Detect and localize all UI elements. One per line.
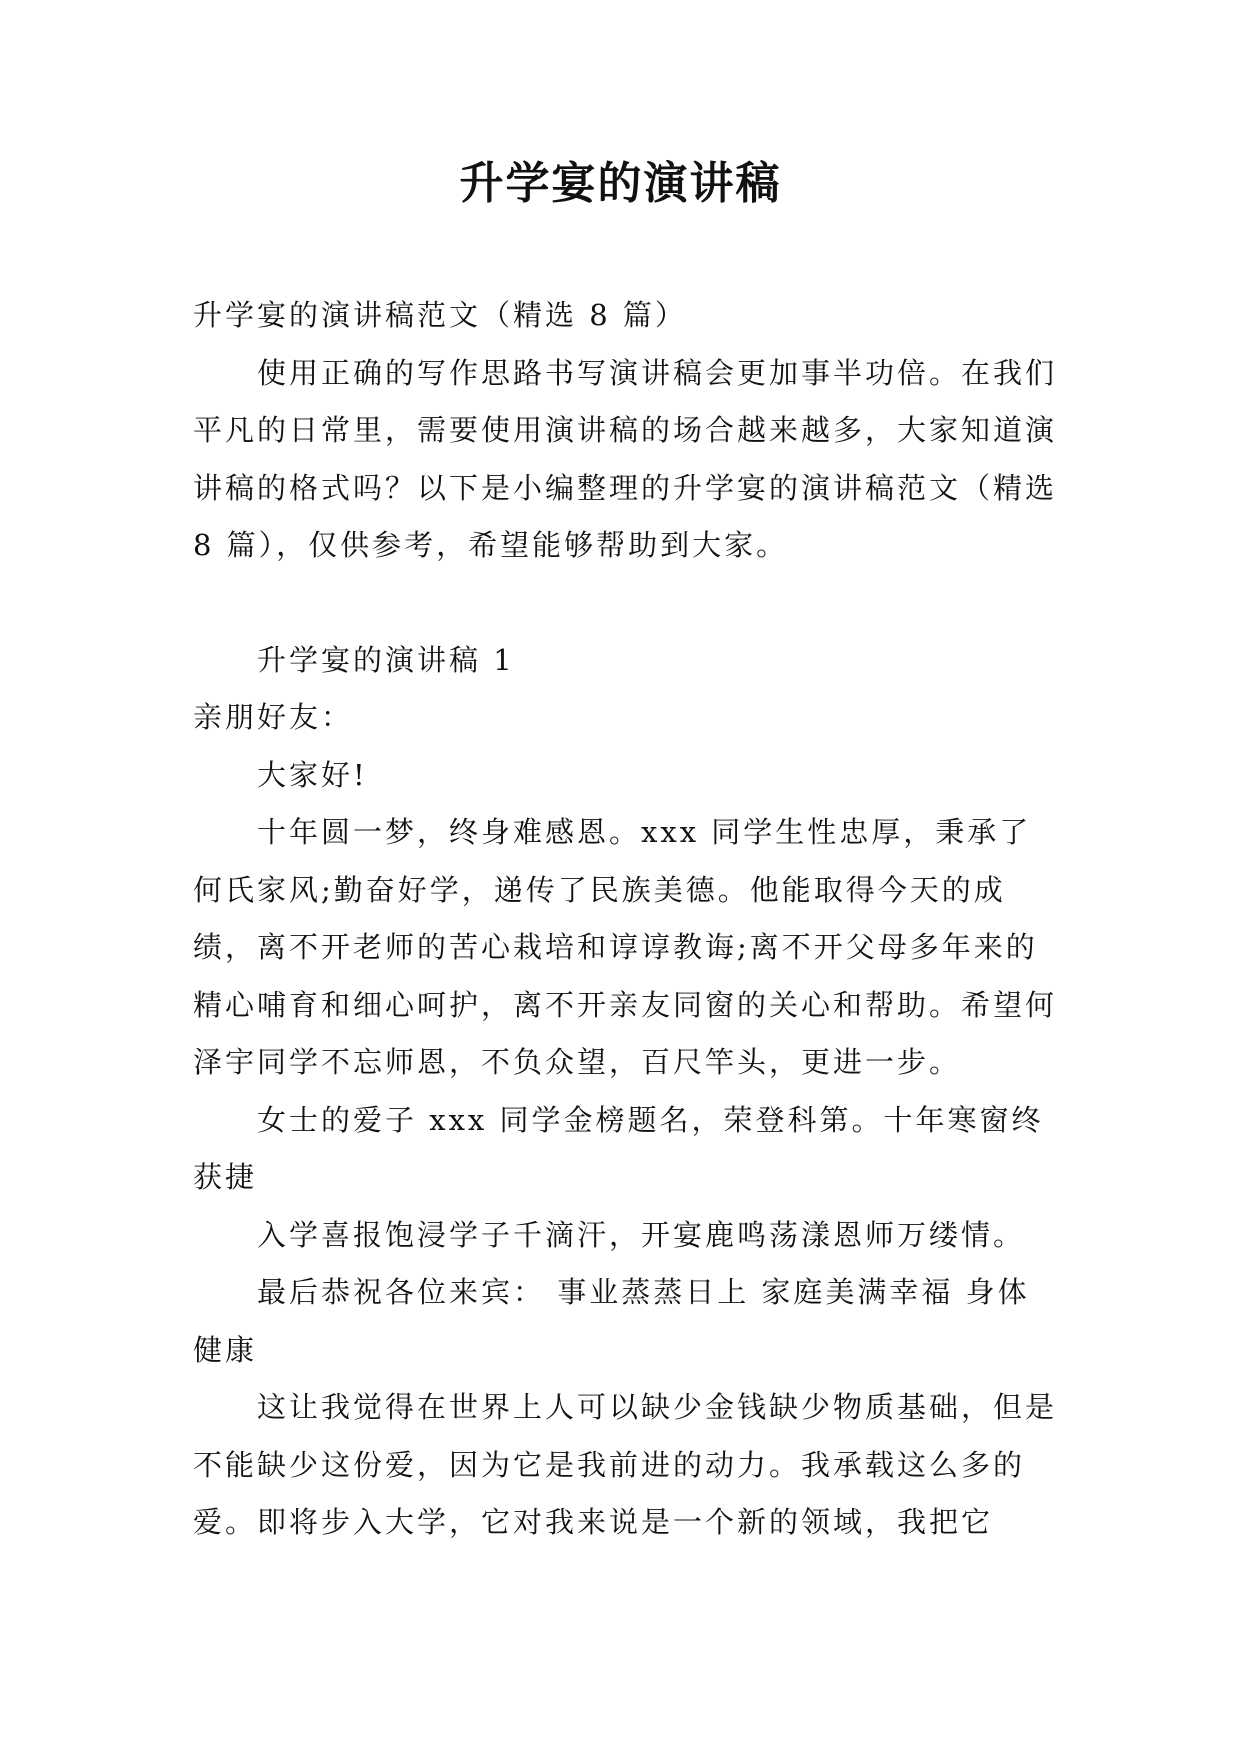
- section-heading: 升学宴的演讲稿 1: [257, 642, 515, 677]
- paragraph-spacer: [193, 575, 1057, 632]
- body-paragraph: 女士的爱子 xxx 同学金榜题名，荣登科第。十年寒窗终获捷: [193, 1102, 1044, 1194]
- document-title: 升学宴的演讲稿: [459, 158, 782, 209]
- body-paragraph: 这让我觉得在世界上人可以缺少金钱缺少物质基础，但是不能缺少这份爱，因为它是我前进的动力。我承载这么多的爱。即将步入大学，它对我来说是一个新的领域，我把它: [193, 1390, 1058, 1539]
- intro-paragraph: 使用正确的写作思路书写演讲稿会更加事半功倍。在我们平凡的日常里，需要使用演讲稿的场合越来越多，大家知道演讲稿的格式吗？以下是小编整理的升学宴的演讲稿范文（精选 8 篇），仅供参考，希望能够帮助到大家。: [193, 355, 1058, 562]
- greeting: 大家好!: [257, 757, 368, 792]
- body-paragraph: 入学喜报饱浸学子千滴汗，开宴鹿鸣荡漾恩师万缕情。: [257, 1217, 1026, 1252]
- salutation: 亲朋好友：: [193, 700, 354, 734]
- body-paragraph: 十年圆一梦，终身难感恩。xxx 同学生性忠厚，秉承了何氏家风;勤奋好学，递传了民族美德。他能取得今天的成绩，离不开老师的苦心栽培和谆谆教诲;离不开父母多年来的精心哺育和细心呵护，离不开亲友同窗的关心和帮助。希望何泽宇同学不忘师恩，不负众望，百尺竿头，更进一步。: [193, 815, 1058, 1079]
- document-body: [193, 287, 1057, 1552]
- subtitle-line: 升学宴的演讲稿范文（精选 8 篇）: [193, 298, 687, 332]
- body-paragraph: 最后恭祝各位来宾： 事业蒸蒸日上 家庭美满幸福 身体健康: [193, 1275, 1030, 1367]
